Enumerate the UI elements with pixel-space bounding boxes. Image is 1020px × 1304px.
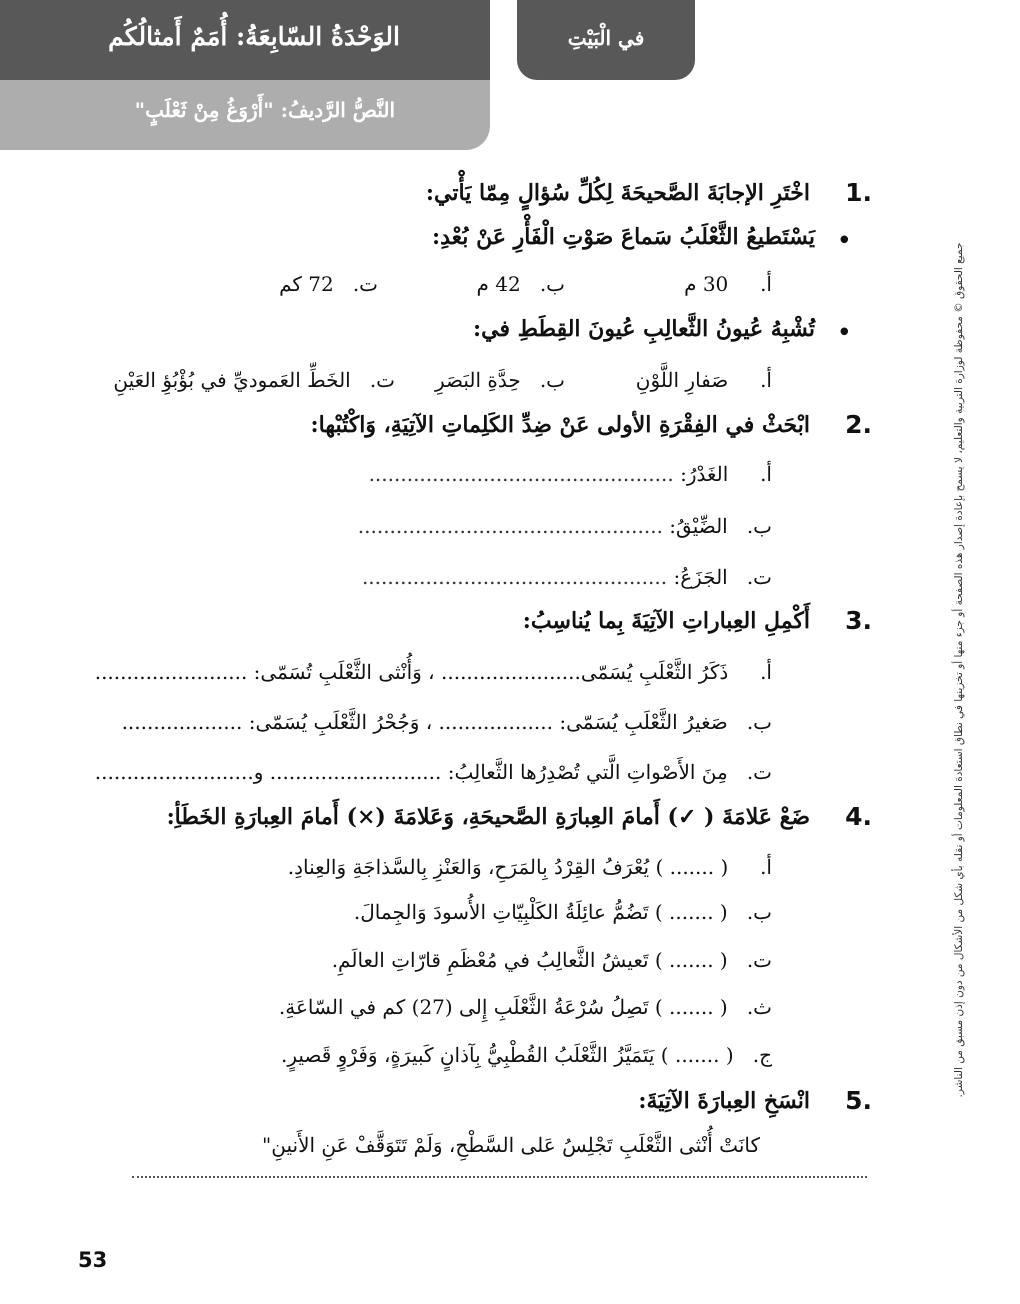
item-letter: ت. — [746, 760, 772, 784]
q3-item-b — [122, 710, 772, 734]
item-text[interactable]: ( ....... ) يَتَمَيَّزُ الثَّعْلَبُ القُطْبِيُّ بِآذانٍ كَبيرَةٍ، وَفَرْوٍ قَصيرٍ. — [280, 1043, 734, 1067]
item-text[interactable]: صَغيرُ الثَّعْلَبِ يُسَمّى: .................. ، وَجُحْرُ الثَّعْلَبِ يُسَمّى: ................... — [121, 710, 728, 734]
q3-item-a — [95, 660, 772, 684]
q5-sentence: كانَتْ أُنْثى الثَّعْلَبِ تَجْلِسُ عَلى السَّطْحِ، وَلَمْ تَتَوَقَّفْ عَنِ الأَنينِ" — [262, 1133, 760, 1157]
q1-prompt: اخْتَرِ الإجابَةَ الصَّحيحَةَ لِكُلِّ سُؤالٍ مِمّا يَأْتي: — [425, 180, 810, 206]
item-letter: أ. — [760, 462, 772, 486]
q1b-option-a — [636, 368, 772, 392]
q1a-question: يَسْتَطيعُ الثَّعْلَبُ سَماعَ صَوْتِ الْفَأْرِ عَنْ بُعْدِ: — [432, 224, 815, 250]
item-letter: ب. — [746, 710, 772, 734]
q2-number: 2. — [845, 410, 872, 439]
text-title: النَّصُّ الرَّديفُ: "أَرْوَغُ مِنْ ثَعْلَبٍ" — [134, 98, 395, 122]
item-text[interactable]: ذَكَرُ الثَّعْلَبِ يُسَمّى...................... ، وَأُنْثى الثَّعْلَبِ تُسَمّى: ........................ — [94, 660, 729, 684]
q4-number: 4. — [845, 802, 872, 831]
option-letter: ب. — [539, 368, 565, 392]
item-letter: ت. — [746, 948, 772, 972]
q2-prompt: ابْحَثْ في الفِقْرَةِ الأولى عَنْ ضِدِّ الكَلِماتِ الآتِيَةِ، وَاكْتُبْها: — [310, 412, 810, 438]
q1a-option-a — [684, 272, 772, 296]
item-letter: أ. — [760, 660, 772, 684]
option-text: 72 كم — [279, 272, 334, 296]
bullet-1: • — [836, 226, 852, 256]
q1-number: 1. — [845, 178, 872, 207]
q4-item-a — [288, 855, 772, 879]
q4-item-c — [332, 948, 772, 972]
option-letter: ب. — [539, 272, 565, 296]
option-text: 42 م — [476, 272, 521, 296]
option-letter: ت. — [369, 368, 395, 392]
item-letter: أ. — [760, 855, 772, 879]
q3-item-c — [95, 760, 772, 784]
item-letter: ب. — [746, 514, 772, 538]
q1b-question: تُشْبِهُ عُيونُ الثَّعالِبِ عُيونَ القِطَطِ في: — [473, 316, 815, 342]
option-letter: أ. — [760, 368, 772, 392]
bullet-2: • — [836, 318, 852, 348]
text-banner — [0, 80, 490, 150]
copyright-strip — [944, 242, 974, 1098]
home-tab-label: في الْبَيْتِ — [567, 26, 645, 50]
answer-blank[interactable]: ................................................ — [357, 514, 663, 538]
item-text[interactable]: ( ....... ) يُعْرَفُ القِرْدُ بِالمَرَحِ، وَالعَنْزِ بِالسَّذاجَةِ وَالعِنادِ. — [287, 855, 729, 879]
q3-number: 3. — [845, 606, 872, 635]
item-word: الغَدْرُ: — [680, 462, 729, 486]
answer-blank[interactable]: ................................................ — [368, 462, 674, 486]
q2-item-c — [362, 565, 772, 589]
item-letter: ث. — [746, 995, 772, 1019]
option-text: صَفارِ اللَّوْنِ — [635, 368, 729, 392]
item-text[interactable]: ( ....... ) تَصِلُ سُرْعَةُ الثَّعْلَبِ إِلى (27) كم في السّاعَةِ. — [278, 995, 728, 1019]
q1b-option-c — [113, 368, 395, 392]
option-letter: ت. — [352, 272, 378, 296]
q1a-option-c — [279, 272, 378, 296]
q3-prompt: أَكْمِلِ العِباراتِ الآتِيَةَ بِما يُناسِبُ: — [522, 608, 810, 634]
q1b-option-b — [435, 368, 565, 392]
item-text[interactable]: ( ....... ) تَعيشُ الثَّعالِبُ في مُعْظَمِ قارّاتِ العالَمِ. — [331, 948, 728, 972]
q4-item-e — [281, 1043, 772, 1067]
option-text: الخَطِّ العَموديِّ في بُؤْبُؤِ العَيْنِ — [113, 368, 351, 392]
copy-answer-line[interactable] — [132, 1176, 867, 1178]
item-letter: ت. — [746, 565, 772, 589]
item-text[interactable]: مِنَ الأَصْواتِ الَّتي تُصْدِرُها الثَّعالِبُ: ........................... و......................... — [94, 760, 728, 784]
unit-banner — [0, 0, 490, 80]
q4-prompt: ضَعْ عَلامَةَ ( ✓) أَمامَ العِبارَةِ الصَّحيحَةِ، وَعَلامَةَ (×) أَمامَ العِبارَةِ الخَطَأِ: — [166, 804, 810, 830]
home-tab — [517, 0, 695, 80]
item-letter: ج. — [752, 1043, 772, 1067]
item-word: الجَزَعُ: — [673, 565, 728, 589]
item-text[interactable]: ( ....... ) تَضُمُّ عائِلَةُ الكَلْبِيّاتِ الأُسودَ وَالجِمالَ. — [353, 900, 728, 924]
q2-item-b — [358, 514, 772, 538]
q1a-option-b — [477, 272, 565, 296]
item-letter: ب. — [746, 900, 772, 924]
option-letter: أ. — [760, 272, 772, 296]
copyright-text: جميع الحقوق © محفوظة لوزارة التربية والتعليم، لا يسمح بإعادة إصدار هذه الصفحة أو جزء منها أو تخزينها في نطاق استعادة المعلومات أو نقله بأي شكل من الأشكال من دون إذن مسبق من الناشر. — [953, 242, 965, 1098]
q4-item-d — [279, 995, 772, 1019]
answer-blank[interactable]: ................................................ — [361, 565, 668, 589]
q5-number: 5. — [845, 1086, 872, 1115]
q5-prompt: انْسَخِ العِبارَةَ الآتِيَةَ: — [638, 1088, 810, 1114]
option-text: حِدَّةِ البَصَرِ — [434, 368, 521, 392]
q4-item-b — [354, 900, 772, 924]
option-text: 30 م — [684, 272, 729, 296]
q2-item-a — [369, 462, 772, 486]
page-number: 53 — [78, 1248, 108, 1272]
item-word: الضِّيْقُ: — [669, 514, 728, 538]
unit-title: الوَحْدَةُ السّابِعَةُ: أُمَمٌ أَمثالُكُم — [108, 22, 400, 51]
